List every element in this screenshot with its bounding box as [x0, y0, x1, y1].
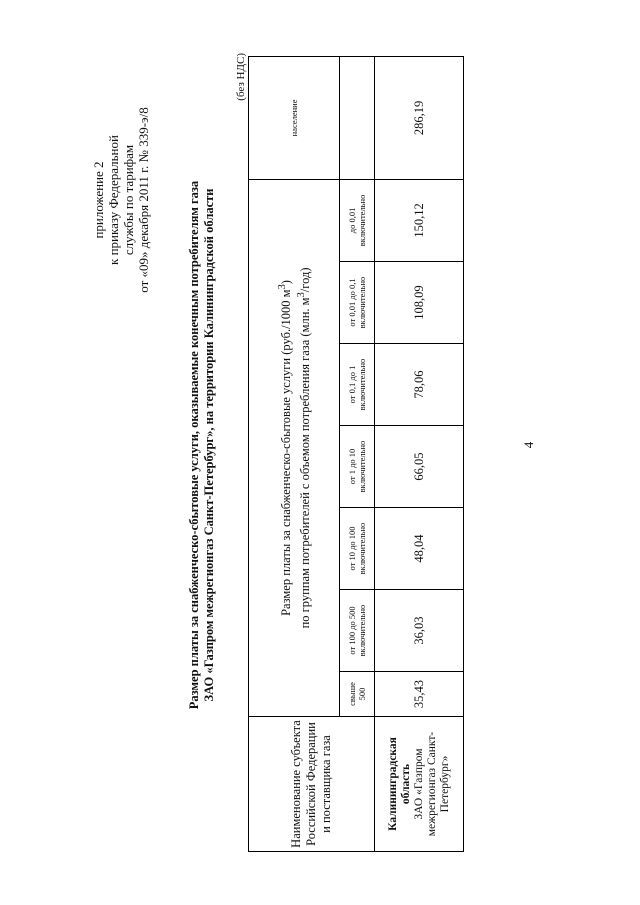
annex-line: приложение 2 — [91, 161, 106, 239]
fee-header-text-end: /год) — [298, 267, 313, 293]
vat-note: (без НДС) — [235, 53, 247, 101]
region-supplier-header: Наименование субъекта Российской Федерации и поставщика газа — [249, 717, 375, 852]
annex-line: от «09» декабря 2011 г. № 339-э/8 — [136, 107, 151, 293]
title-line: ЗАО «Газпром межрегионгаз Санкт-Петербург», на территории Калининградской области — [202, 188, 216, 702]
fee-value: 78,06 — [375, 344, 464, 426]
group-header: от 1 до 10 включительно — [340, 426, 375, 508]
group-header: от 10 до 100 включительно — [340, 508, 375, 590]
group-header-population: население — [249, 56, 340, 179]
fee-value: 150,12 — [375, 179, 464, 261]
group-header: до 0,01 включительно — [340, 179, 375, 261]
title-line: Размер платы за снабженческо-сбытовые услуги, оказываемые конечным потребителям газа — [187, 180, 201, 710]
annex-header — [91, 35, 151, 365]
fee-value: 36,03 — [375, 590, 464, 672]
group-header: от 0,01 до 0,1 включительно — [340, 262, 375, 344]
group-header: от 100 до 500 включительно — [340, 590, 375, 672]
region-name: Калининградская область — [386, 737, 412, 831]
group-header-blank — [340, 56, 375, 179]
supplier-name: ЗАО «Газпром межрегионгаз Санкт-Петербург» — [412, 731, 451, 837]
annex-line: службы по тарифам — [121, 144, 136, 256]
fee-size-header — [249, 179, 340, 716]
group-header: от 0,1 до 1 включительно — [340, 344, 375, 426]
fee-value: 48,04 — [375, 508, 464, 590]
region-supplier-cell — [375, 717, 464, 852]
superscript: 3 — [296, 292, 307, 298]
fee-value: 66,05 — [375, 426, 464, 508]
table-header-row — [249, 56, 340, 851]
annex-line: к приказу Федеральной — [106, 135, 121, 265]
fee-header-text: по группам потребителей с объемом потребления газа (млн. м — [298, 297, 313, 629]
group-header: свыше 500 — [340, 672, 375, 717]
superscript: 3 — [276, 284, 288, 290]
page-number: 4 — [521, 441, 536, 449]
rotated-document-page — [85, 35, 555, 855]
fee-header-text: Размер платы за снабженческо-сбытовые услуги (руб./1000 м — [279, 289, 293, 616]
fee-value: 286,19 — [375, 56, 464, 179]
document-title — [187, 35, 217, 855]
tariff-table — [248, 56, 464, 852]
fee-value: 108,09 — [375, 262, 464, 344]
table-row — [375, 56, 464, 851]
fee-header-close: ) — [279, 280, 293, 285]
fee-value: 35,43 — [375, 672, 464, 717]
